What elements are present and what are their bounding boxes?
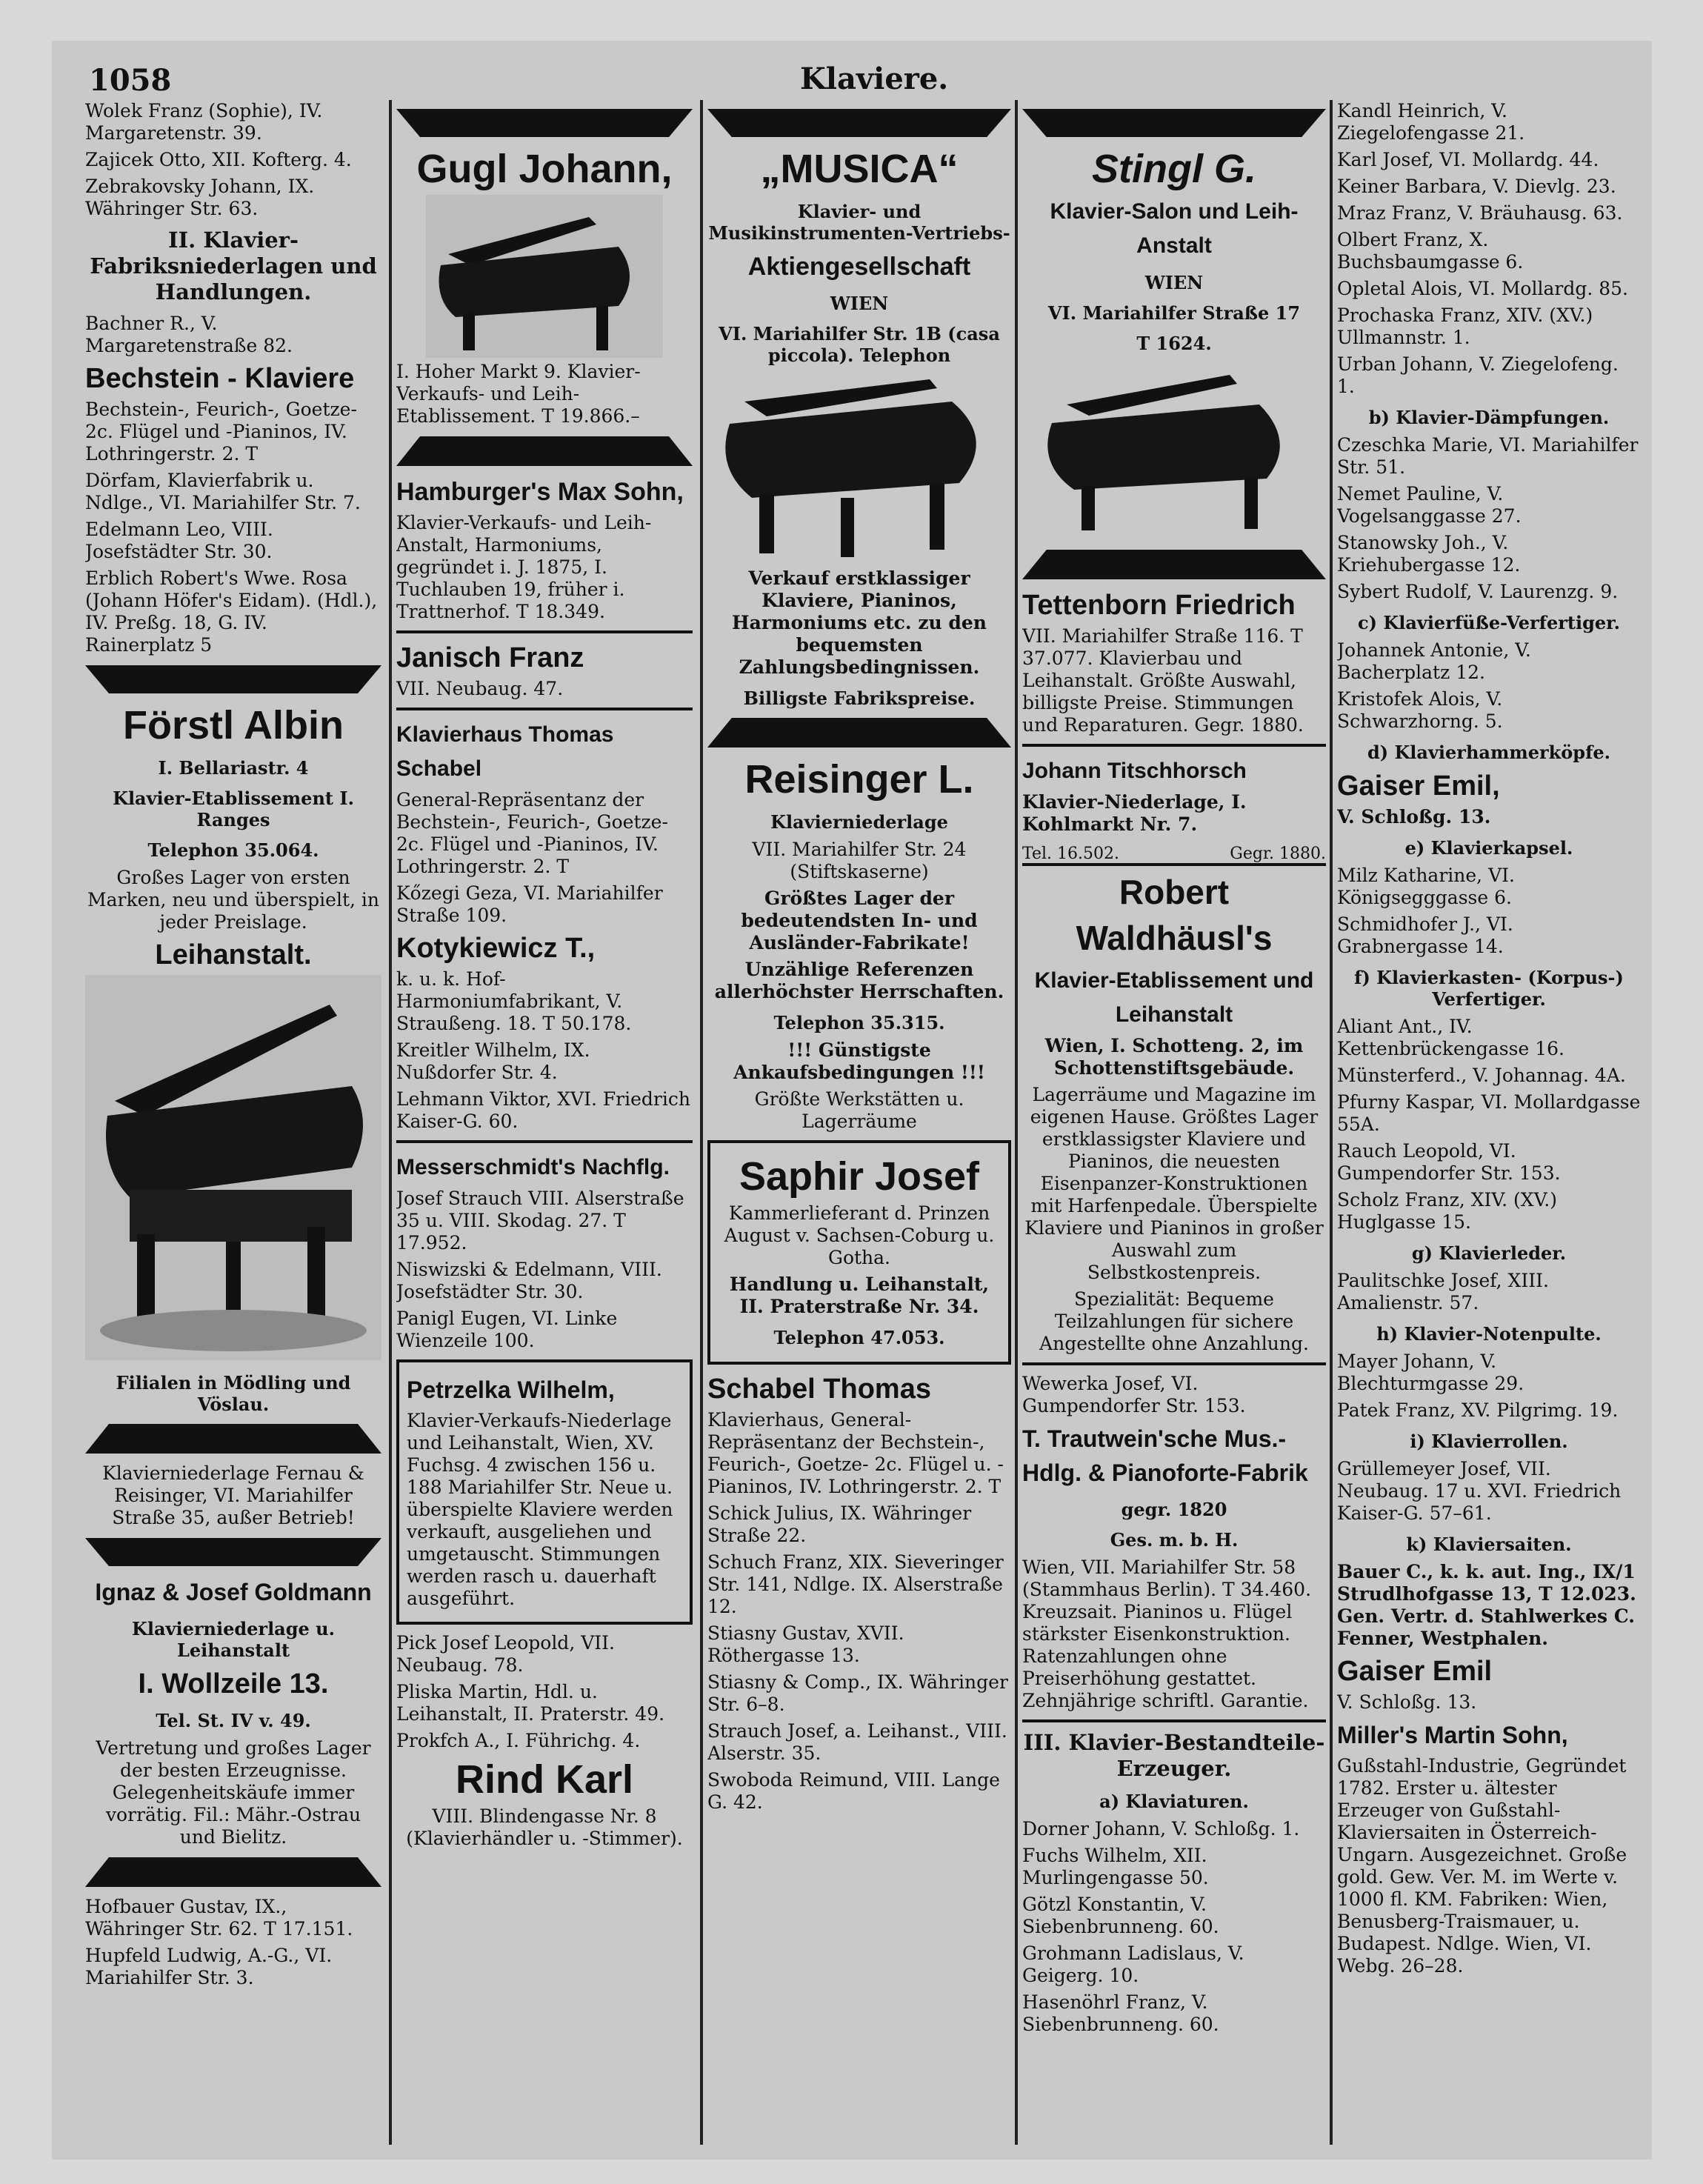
ad-title: Kotykiewicz T., [396,933,596,964]
list-item: Dorner Johann, V. Schloßg. 1. [1022,1818,1300,1840]
ad-subtitle: Ges. m. b. H. [1110,1529,1239,1551]
ad-title: Messerschmidt's Nachflg. [396,1155,670,1179]
ad-address: V. Schloßg. 13. [1337,1691,1477,1713]
ad-address: V. Schloßg. 13. [1337,806,1491,828]
ad-city: WIEN [830,293,889,314]
subsection-heading: e) Klavierkapsel. [1404,837,1573,859]
list-item: Dörfam, Klavierfabrik u. Ndlge., VI. Mariahilfer Str. 7. [85,470,361,513]
ad-text: Klavierhaus, General-Repräsentanz der Bechstein-, Feurich-, Goetze- 2c. Flügel u. -Pianinos, IV. Lothringerstr. 2. T [707,1409,1004,1497]
column-divider [1330,100,1333,2145]
divider [396,630,693,633]
ad-phone: Tel. St. IV v. 49. [156,1710,311,1731]
list-item: Panigl Eugen, VI. Linke Wienzeile 100. [396,1308,618,1351]
ad-address: VII. Mariahilfer Str. 24 (Stiftskaserne) [752,839,967,882]
ad-title: Förstl Albin [123,703,344,748]
subsection-heading: k) Klaviersaiten. [1406,1534,1572,1555]
ad-phone: T 1624. [1136,333,1212,354]
list-item: Erblich Robert's Wwe. Rosa (Johann Höfer's Eidam). (Hdl.), IV. Preßg. 18, G. IV. Rainerplatz 5 [85,567,378,656]
ad-title: Tettenborn Friedrich [1022,590,1296,621]
ad-header-row [1022,845,1326,866]
list-item: Prokfch A., I. Führichg. 4. [396,1730,641,1751]
ad-text: Klavier-Niederlage, I. Kohlmarkt Nr. 7. [1022,791,1247,835]
ad-address: VII. Neubaug. 47. [396,678,564,699]
ad-title: Gaiser Emil [1337,1656,1493,1687]
ornament-bar [1022,109,1326,137]
list-item: Olbert Franz, X. Buchsbaumgasse 6. [1337,229,1524,273]
ad-title: Klavierhaus Thomas Schabel [396,722,614,781]
list-item: Schmidhofer J., VI. Grabnergasse 14. [1337,913,1513,957]
list-item: Bachner R., V. Margaretenstraße 82. [85,313,293,356]
ad-text: Kammerlieferant d. Prinzen August v. Sachsen-Coburg u. Gotha. [724,1202,995,1268]
list-item: Schuch Franz, XIX. Sieveringer Str. 141, Ndlge. IX. Alserstraße 12. [707,1551,1004,1617]
ad-phone: Telephon 35.064. [147,839,319,861]
ad-address: Wien, I. Schotteng. 2, im Schottenstiftsgebäude. [1044,1035,1304,1079]
list-item: Mraz Franz, V. Bräuhausg. 63. [1337,202,1623,224]
ad-text: Klavier-Verkaufs- und Leih-Anstalt, Harmoniums, gegründet i. J. 1875, I. Tuchlauben 19, früher i. Trattnerhof. T 18.349. [396,512,652,622]
ad-text: I. Hoher Markt 9. Klavier-Verkaufs- und Leih-Etablissement. T 19.866.– [396,361,641,427]
ad-text: Filialen in Mödling und Vöslau. [116,1372,351,1415]
ad-subtitle: Klavier-Etablissement I. Ranges [113,788,354,830]
ad-title: „MUSICA“ [760,147,959,191]
ad-text: VIII. Blindengasse Nr. 8 (Klavierhändler u. -Stimmer). [406,1805,683,1849]
ad-text: Wien, VII. Mariahilfer Str. 58 (Stammhaus Berlin). T 34.460. Kreuzsait. Pianinos u. Flügel stärkster Eisenkonstruktion. Ratenzahlungen ohne Preiserhöhung gestattet. Zehnjährige schriftl. Garantie. [1022,1557,1312,1711]
list-item: Strauch Josef, a. Leihanst., VIII. Alserstr. 35. [707,1720,1007,1764]
list-item: Edelmann Leo, VIII. Josefstädter Str. 30. [85,519,273,562]
ornament-bar [707,718,1011,748]
directory-page [52,41,1652,2160]
ornament-bar [396,109,693,137]
section-heading: II. Klavier-Fabriksniederlagen und Handlungen. [90,227,377,304]
ad-subtitle: Klavierniederlage u. Leihanstalt [132,1618,335,1661]
list-item: Rauch Leopold, VI. Gumpendorfer Str. 153. [1337,1140,1561,1184]
ad-title: Miller's Martin Sohn, [1337,1722,1568,1748]
subsection-heading: g) Klavierleder. [1411,1242,1567,1264]
list-item: Hupfeld Ludwig, A.-G., VI. Mariahilfer Str. 3. [85,1945,333,1988]
divider [1022,1719,1326,1722]
ad-text: Lagerräume und Magazine im eigenen Hause. Größtes Lager erstklassigster Klaviere und Pianinos, die neuesten Eisenpanzer-Konstruktionen mit Harfenpedale. Überspielte Klaviere und Pianinos in großer Auswahl zum Selbstkostenpreis. [1024,1084,1324,1283]
column-5 [1337,100,1641,2152]
list-item: Johannek Antonie, V. Bacherplatz 12. [1337,639,1531,683]
grand-piano-image [396,195,693,358]
list-item: Grüllemeyer Josef, VII. Neubaug. 17 u. XVI. Friedrich Kaiser-G. 57–61. [1337,1458,1622,1524]
ornament-bar [85,665,381,693]
ad-text: Gußstahl-Industrie, Gegründet 1782. Erster u. ältester Erzeuger von Gußstahl-Klaviersaiten in Österreich-Ungarn. Ausgezeichnet. Große gold. Gew. Ver. M. im Werte v. 1000 fl. KM. Fabriken: Wien, Benusberg-Traismauer, u. Budapest. Ndlge. Wien, VI. Webg. 26–28. [1337,1755,1627,1977]
list-item: Scholz Franz, XIV. (XV.) Huglgasse 15. [1337,1189,1557,1233]
ad-subtitle: Klavier-Etablissement und Leihanstalt [1034,968,1314,1027]
list-item: Sybert Rudolf, V. Laurenzg. 9. [1337,581,1619,602]
list-item: Kandl Heinrich, V. Ziegelofengasse 21. [1337,100,1525,144]
subsection-heading: h) Klavier-Notenpulte. [1376,1323,1602,1345]
list-item: Zajicek Otto, XII. Kofterg. 4. [85,149,352,170]
ad-title: Janisch Franz [396,642,584,673]
list-item: Pfurny Kaspar, VI. Mollardgasse 55A. [1337,1091,1641,1135]
list-item: Fuchs Wilhelm, XII. Murlingengasse 50. [1022,1845,1209,1888]
ornament-bar [707,109,1011,137]
list-item: Patek Franz, XV. Pilgrimg. 19. [1337,1399,1619,1421]
column-4 [1022,100,1326,2152]
list-item: Wewerka Josef, VI. Gumpendorfer Str. 153. [1022,1373,1246,1416]
ad-text: Verkauf erstklassiger Klaviere, Pianinos, Harmoniums etc. zu den bequemsten Zahlungsbedingnissen. [732,567,987,678]
ad-box [396,1359,693,1625]
ad-title: T. Trautwein'sche Mus.-Hdlg. & Pianoforte-Fabrik [1022,1425,1308,1486]
page-number: 1058 [89,63,172,98]
list-item: Hofbauer Gustav, IX., Währinger Str. 62. T 17.151. [85,1896,353,1940]
column-1 [85,100,381,2152]
list-item: Prochaska Franz, XIV. (XV.) Ullmannstr. 1. [1337,304,1593,348]
list-item: Aliant Ant., IV. Kettenbrückengasse 16. [1337,1016,1564,1059]
ornament-bar [85,1538,381,1566]
ad-phone: Telephon 35.315. [773,1012,945,1033]
ad-title: Gugl Johann, [416,147,673,191]
ad-text: Unzählige Referenzen allerhöchster Herrschaften. [714,959,1004,1002]
ad-title: Schabel Thomas [707,1374,931,1405]
ad-founded: Gegr. 1880. [1230,845,1326,863]
subsection-heading: a) Klaviaturen. [1099,1791,1249,1812]
divider [1022,1362,1326,1365]
divider [1022,744,1326,747]
ad-box [707,1140,1011,1365]
list-item: Hasenöhrl Franz, V. Siebenbrunneng. 60. [1022,1991,1219,2035]
list-item: Lehmann Viktor, XVI. Friedrich Kaiser-G. 60. [396,1088,690,1132]
ornament-bar [85,1424,381,1454]
ornament-bar [396,436,693,466]
list-item: Pliska Martin, Hdl. u. Leihanstalt, II. Praterstr. 49. [396,1681,665,1725]
ad-subtitle: Leihanstalt. [155,939,312,971]
section-heading: III. Klavier-Bestandteile-Erzeuger. [1023,1730,1325,1781]
ad-subtitle: Klavierniederlage [770,811,948,833]
list-item: Pick Josef Leopold, VII. Neubaug. 78. [396,1632,615,1676]
ad-phone: Telephon 47.053. [773,1327,945,1348]
ad-subtitle: Klavier-Salon und Leih-Anstalt [1050,199,1299,258]
list-item: Nemet Pauline, V. Vogelsanggasse 27. [1337,483,1522,527]
grand-piano-image [1022,360,1326,538]
ad-address: I. Bellariastr. 4 [158,757,309,779]
ad-title: Gaiser Emil, [1337,770,1500,802]
ad-address: Handlung u. Leihanstalt, II. Praterstraße Nr. 34. [729,1274,990,1317]
ornament-bar [1022,550,1326,579]
ad-title: Robert Waldhäusl's [1076,873,1273,957]
ad-text: VII. Mariahilfer Straße 116. T 37.077. Klavierbau und Leihanstalt. Größte Auswahl, billigste Preise. Stimmungen und Reparaturen. Gegr. 1880. [1022,625,1304,736]
list-item: Götzl Konstantin, V. Siebenbrunneng. 60. [1022,1894,1219,1937]
list-item: Mayer Johann, V. Blechturmgasse 29. [1337,1351,1524,1394]
column-divider [1015,100,1018,2145]
ad-text: k. u. k. Hof-Harmoniumfabrikant, V. Straußeng. 18. T 50.178. [396,968,632,1034]
grand-piano-image [85,975,381,1360]
subsection-heading: i) Klavierrollen. [1410,1431,1568,1452]
notice: Klavierniederlage Fernau & Reisinger, VI. Mariahilfer Straße 35, außer Betrieb! [102,1462,364,1528]
ad-title: Petrzelka Wilhelm, [407,1376,615,1403]
ad-founded: gegr. 1820 [1121,1499,1227,1520]
ad-title: Saphir Josef [739,1154,980,1199]
list-item: Stanowsky Joh., V. Kriehubergasse 12. [1337,532,1521,576]
ad-subtitle: Klavier- und Musikinstrumenten-Vertriebs- [708,201,1010,244]
grand-piano-image [707,372,1011,565]
subsection-heading: b) Klavier-Dämpfungen. [1368,407,1610,428]
ad-phone: Tel. 16.502. [1022,845,1119,863]
ad-address: VI. Mariahilfer Str. 1B (casa piccola). Telephon [719,323,1000,366]
list-item: Milz Katharine, VI. Königsegggasse 6. [1337,865,1515,908]
ad-title: Ignaz & Josef Goldmann [95,1579,372,1605]
ad-title: Hamburger's Max Sohn, [396,478,684,506]
list-item: Wolek Franz (Sophie), IV. Margaretenstr. 39. [85,100,323,144]
list-item: Keiner Barbara, V. Dievlg. 23. [1337,176,1616,197]
divider [396,1140,693,1143]
list-item: Urban Johann, V. Ziegelofeng. 1. [1337,353,1619,397]
column-2 [396,100,693,2152]
list-item: Grohmann Ladislaus, V. Geigerg. 10. [1022,1942,1244,1986]
column-divider [700,100,703,2145]
list-item: Zebrakovsky Johann, IX. Währinger Str. 63. [85,176,315,219]
column-divider [389,100,392,2145]
ad-text: Josef Strauch VIII. Alserstraße 35 u. VIII. Skodag. 27. T 17.952. [396,1188,684,1254]
list-item: Bauer C., k. k. aut. Ing., IX/1 Strudlhofgasse 13, T 12.023. Gen. Vertr. d. Stahlwerkes C. Fenner, Westphalen. [1337,1561,1636,1649]
ad-text: Spezialität: Bequeme Teilzahlungen für sichere Angestellte ohne Anzahlung. [1039,1288,1309,1354]
ad-text: Bechstein-, Feurich-, Goetze- 2c. Flügel und -Pianinos, IV. Lothringerstr. 2. T [85,399,357,465]
ad-title: Reisinger L. [744,757,974,802]
list-item: Karl Josef, VI. Mollardg. 44. [1337,149,1599,170]
column-3 [707,100,1011,2152]
list-item: Czeschka Marie, VI. Mariahilfer Str. 51. [1337,434,1639,478]
list-item: Stiasny & Comp., IX. Währinger Str. 6–8. [707,1671,1008,1715]
subsection-heading: c) Klavierfüße-Verfertiger. [1358,612,1620,633]
ad-text: Großes Lager von ersten Marken, neu und überspielt, in jeder Preislage. [87,867,379,933]
list-item: Paulitschke Josef, XIII. Amalienstr. 57. [1337,1270,1549,1314]
ornament-bar [85,1857,381,1887]
ad-address: I. Wollzeile 13. [138,1668,329,1699]
page-title: Klaviere. [800,61,949,96]
list-item: Kőzegi Geza, VI. Mariahilfer Straße 109. [396,882,663,926]
ad-text: Größtes Lager der bedeutendsten In- und Ausländer-Fabrikate! [741,888,978,953]
ad-text: Klavier-Verkaufs-Niederlage und Leihanstalt, Wien, XV. Fuchsg. 4 zwischen 156 u. 188 Mariahilfer Str. Neue u. überspielte Klaviere werden verkauft, ausgeliehen und umgetauscht. Stimmungen werden rasch u. dauerhaft ausgeführt. [407,1410,673,1609]
list-item: Stiasny Gustav, XVII. Röthergasse 13. [707,1622,904,1666]
ad-title: Johann Titschhorsch [1022,759,1247,783]
ad-text: Vertretung und großes Lager der besten Erzeugnisse. Gelegenheitskäufe immer vorrätig. Fil.: Mähr.-Ostrau und Bielitz. [96,1737,371,1848]
ad-text: General-Repräsentanz der Bechstein-, Feurich-, Goetze- 2c. Flügel und -Pianinos, IV. Lothringerstr. 2. T [396,789,668,877]
ad-text: Größte Werkstätten u. Lagerräume [754,1088,964,1132]
list-item: Kreitler Wilhelm, IX. Nußdorfer Str. 4. [396,1039,590,1083]
divider [396,708,693,710]
list-item: Schick Julius, IX. Währinger Straße 22. [707,1502,972,1546]
ad-subtitle: Aktiengesellschaft [747,253,971,281]
ad-title: Bechstein - Klaviere [85,363,355,394]
ad-city: WIEN [1144,272,1204,293]
list-item: Münsterferd., V. Johannag. 4A. [1337,1065,1626,1086]
ad-title: Stingl G. [1092,147,1256,191]
subsection-heading: d) Klavierhammerköpfe. [1367,742,1611,763]
list-item: Niswizski & Edelmann, VIII. Josefstädter Str. 30. [396,1259,662,1302]
ad-text: !!! Günstigste Ankaufsbedingungen !!! [733,1039,985,1083]
ad-title: Rind Karl [455,1757,634,1802]
ad-address: VI. Mariahilfer Straße 17 [1047,302,1301,324]
ad-text: Billigste Fabrikspreise. [743,688,976,709]
list-item: Kristofek Alois, V. Schwarzhorng. 5. [1337,688,1503,732]
subsection-heading: f) Klavierkasten- (Korpus-) Verfertiger. [1354,967,1624,1010]
list-item: Swoboda Reimund, VIII. Lange G. 42. [707,1769,1000,1813]
list-item: Opletal Alois, VI. Mollardg. 85. [1337,278,1628,299]
